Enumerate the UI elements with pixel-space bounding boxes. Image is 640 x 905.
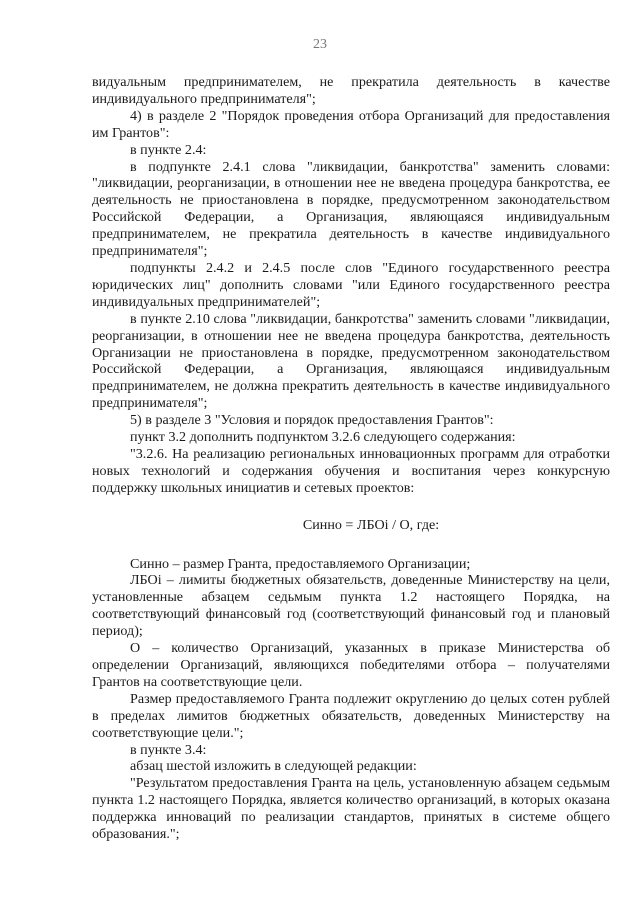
formula: Синно = ЛБОi / О, где: [302, 516, 440, 533]
definition-paragraph: О – количество Организаций, указанных в приказе Министерства об определении Организаций, являющихся победителями отбора – получателями Грантов на соответствующие цели. [92, 640, 610, 690]
paragraph: подпункты 2.4.2 и 2.4.5 после слов "Единого государственного реестра юридических лиц" дополнить словами "или Единого государственного реестра индивидуальных предпринимателей"; [92, 259, 610, 310]
document-body [92, 74, 610, 843]
paragraph: "3.2.6. На реализацию региональных инновационных программ для отработки новых технологий и содержания обучения и воспитания через конкурсную поддержку школьных инициатив и сетевых проектов: [92, 445, 610, 496]
paragraph: пункт 3.2 дополнить подпунктом 3.2.6 следующего содержания: [130, 429, 516, 446]
paragraph: в пункте 2.10 слова "ликвидации, банкротства" заменить словами "ликвидации, реорганизации, в отношении нее не введена процедура банкротства, деятельность Организации не приостановлена в порядке, предусмотренном законодательством Российской Федерации, а Организация, являющаяся индивидуальным предпринимателем, не должна прекратить деятельность в качестве индивидуального предпринимателя"; [92, 310, 610, 412]
paragraph: 5) в разделе 3 "Условия и порядок предоставления Грантов": [130, 412, 494, 429]
paragraph: "Результатом предоставления Гранта на цель, установленную абзацем седьмым пункта 1.2 настоящего Порядка, является количество организаций, в которых оказана поддержка инноваций по реализации стандартов, принятых в системе общего образования."; [92, 775, 610, 843]
paragraph: Размер предоставляемого Гранта подлежит округлению до целых сотен рублей в пределах лимитов бюджетных обязательств, доведенных Министерству на соответствующие цели."; [92, 690, 610, 741]
paragraph: в пункте 2.4: [130, 141, 207, 158]
definition-paragraph: ЛБОi – лимиты бюджетных обязательств, доведенные Министерству на цели, установленные абзацем седьмым пункта 1.2 настоящего Порядка, на соответствующий финансовый год (соответствующий финансовый год и плановый период); [92, 572, 610, 640]
paragraph: абзац шестой изложить в следующей редакции: [130, 758, 417, 775]
paragraph: в подпункте 2.4.1 слова "ликвидации, банкротства" заменить словами: "ликвидации, реорганизации, в отношении нее не введена процедура банкротства, ее деятельность не приостановлена в порядке, предусмотренном законодательством Российской Федерации, а Организация, являющаяся индивидуальным предпринимателем, не прекратила деятельность в качестве индивидуального предпринимателя"; [92, 158, 610, 260]
definition-paragraph: Синно – размер Гранта, предоставляемого Организации; [130, 555, 471, 572]
paragraph: видуальным предпринимателем, не прекратила деятельность в качестве индивидуального предпринимателя"; [92, 74, 610, 107]
page-number: 23 [313, 37, 327, 52]
paragraph: в пункте 3.4: [130, 741, 207, 758]
paragraph: 4) в разделе 2 "Порядок проведения отбора Организаций для предоставления им Грантов": [92, 107, 610, 141]
